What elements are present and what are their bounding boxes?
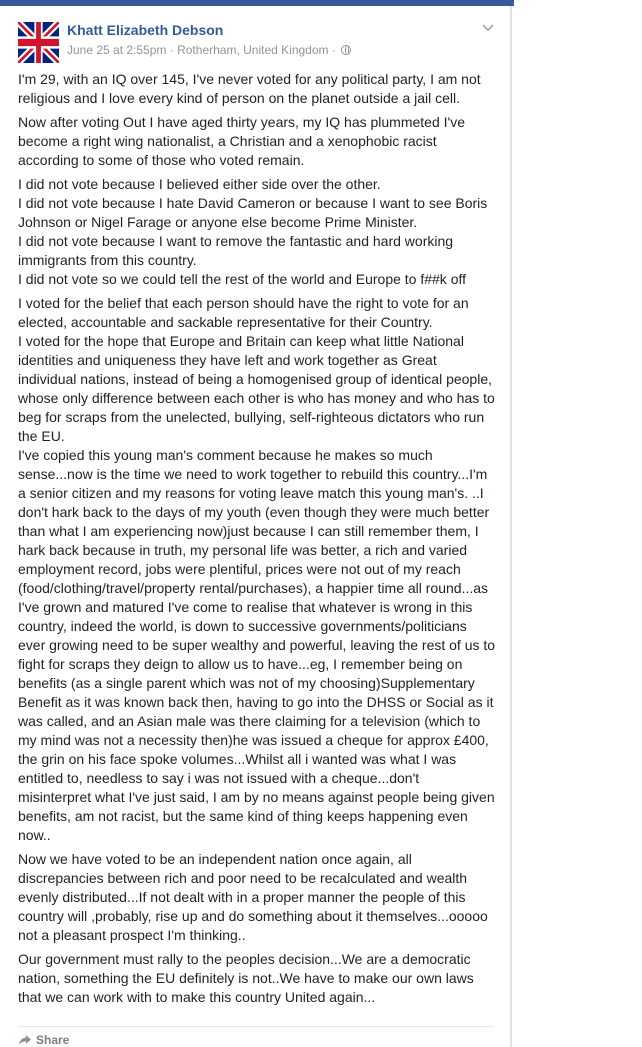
author-name[interactable]: Khatt Elizabeth Debson <box>67 22 224 38</box>
post-paragraph: I'm 29, with an IQ over 145, I've never voted for any political party, I am not religious and I love every kind of person on the planet outside a jail cell. <box>18 71 481 106</box>
union-jack-flag <box>18 22 59 63</box>
post-paragraph: Now we have voted to be an independent nation once again, all discrepancies between rich and poor need to be recalculated and wealth evenly distributed...If not dealt with in a proper manner the people of this country will ,probably, rise up and do something about it themselves...ooooo not a pleasant prospect I'm thinking.. <box>18 851 488 943</box>
share-label: Share <box>36 1033 70 1047</box>
action-divider <box>18 1026 494 1027</box>
post-paragraph: Now after voting Out I have aged thirty years, my IQ has plummeted I've become a right wing nationalist, a Christian and a xenophobic racist according to some of those who voted remain. <box>18 114 465 168</box>
post-meta <box>67 43 351 57</box>
post-paragraph: I voted for the belief that each person should have the right to vote for an elected, accountable and sackable representative for their Country. I voted for the hope that Europe and Britain can keep what little National identities and uniqueness they have left and work together as Great individual nations, instead of being a homogenised group of identical people, whose only difference between each other is who has money and who has to beg for scraps from the unelected, bullying, self-righteous dictators who run the EU. I've copied this young man's comment because he makes so much sense...now is the time we need to work together to rebuild this country...I'm a senior citizen and my reasons for voting leave match this young man's. ..I don't hark back to the days of my youth (even though they were much better than what I am experiencing now)just because I can still remember them, I hark back because in truth, my personal life was better, a rich and varied employment record, jobs were plentiful, prices were not out of my reach (food/clothing/travel/property rental/purchases), a happier time all round...as I've grown and matured I've come to realise that whatever is wrong in this country, indeed the world, is down to successive governments/politicians ever growing need to be super wealthy and powerful, leaving the rest of us to fight for scraps they deign to allow us to have...eg, I remember being on benefits (as a single parent which was not of my choosing)Supplementary Benefit as it was known back then, having to go into the DHSS or Social as it was called, and an Asian male was there claiming for a television (which to my mind was not a necessity then)he was issued a cheque for approx £400, the grin on his face spoke volumes...Whilst all i wanted was what I was entitled to, needless to say i was not issued with a cheque...don't misinterpret what I've just said, I am by no means against people being given benefits, am not racist, but the same kind of thing keeps happening even now.. <box>18 295 496 843</box>
right-margin <box>514 0 642 1047</box>
post-paragraph: I did not vote because I believed either side over the other. I did not vote because I hate David Cameron or because I want to see Boris Johnson or Nigel Farage or anyone else become Prime Minister. I did not vote because I want to remove the fantastic and hard working immigrants from this country. I did not vote so we could tell the rest of the world and Europe to f##k off <box>18 176 488 287</box>
post-location[interactable]: Rotherham, United Kingdom <box>177 43 329 57</box>
avatar[interactable] <box>18 22 59 63</box>
chevron-down-icon[interactable] <box>482 24 494 32</box>
meta-separator-2: · <box>331 43 336 57</box>
post-body <box>18 70 496 1012</box>
share-button[interactable] <box>18 1033 69 1047</box>
post-card <box>0 6 512 1047</box>
post-paragraph: Our government must rally to the peoples decision...We are a democratic nation, something the EU definitely is not..We have to make our own laws that we can work with to make this country United again... <box>18 951 474 1005</box>
post-date[interactable]: June 25 at 2:55pm <box>67 43 167 57</box>
meta-separator: · <box>169 43 174 57</box>
globe-icon[interactable] <box>341 45 351 55</box>
share-arrow-icon <box>18 1034 32 1046</box>
